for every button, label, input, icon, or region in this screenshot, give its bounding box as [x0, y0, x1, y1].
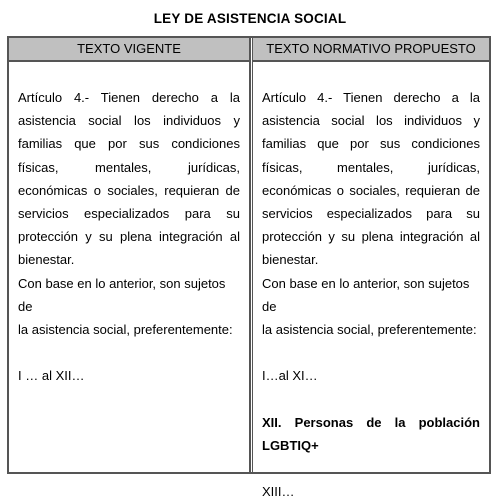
article-line: familias que por sus condiciones: [18, 136, 240, 152]
article-line: asistencia social los individuos y: [262, 113, 480, 129]
basis-line: Con base en lo anterior, son sujetos de: [262, 275, 470, 314]
new-fraction-line: LGBTIQ+: [262, 438, 319, 454]
current-text-header: TEXTO VIGENTE: [9, 38, 249, 62]
current-text-body: [9, 62, 249, 388]
article-line: físicas, mentales, jurídicas,: [18, 159, 240, 175]
proposed-text-column: [252, 38, 489, 500]
document-title: LEY DE ASISTENCIA SOCIAL: [153, 11, 347, 26]
new-fraction-line: XII. Personas de la población: [262, 414, 480, 430]
basis-line: Con base en lo anterior, son sujetos de: [18, 275, 226, 314]
basis-line: la asistencia social, preferentemente:: [262, 322, 477, 338]
current-text-column: [9, 38, 251, 472]
proposed-text-header: TEXTO NORMATIVO PROPUESTO: [253, 38, 489, 62]
article-line: familias que por sus condiciones: [262, 136, 480, 152]
article-line: económicas o sociales, requieran de: [262, 182, 480, 198]
fractions-range: I … al XII…: [18, 368, 85, 384]
continuation-marker: XIII…: [262, 484, 295, 500]
basis-line: la asistencia social, preferentemente:: [18, 322, 233, 338]
article-line: bienestar.: [18, 252, 75, 268]
proposed-text-body: [253, 62, 489, 504]
article-line: servicios especializados para su: [18, 206, 240, 222]
article-line: protección y su plena integración al: [262, 229, 480, 245]
fractions-range: I…al XI…: [262, 368, 318, 384]
article-line: asistencia social los individuos y: [18, 113, 240, 129]
comparison-table: [7, 36, 491, 500]
article-line: bienestar.: [262, 252, 319, 268]
article-line: Artículo 4.- Tienen derecho a la: [262, 90, 480, 105]
article-line: económicas o sociales, requieran de: [18, 182, 240, 198]
article-line: físicas, mentales, jurídicas,: [262, 159, 480, 175]
article-line: servicios especializados para su: [262, 206, 480, 222]
article-line: protección y su plena integración al: [18, 229, 240, 245]
article-line: Artículo 4.- Tienen derecho a la: [18, 90, 240, 105]
